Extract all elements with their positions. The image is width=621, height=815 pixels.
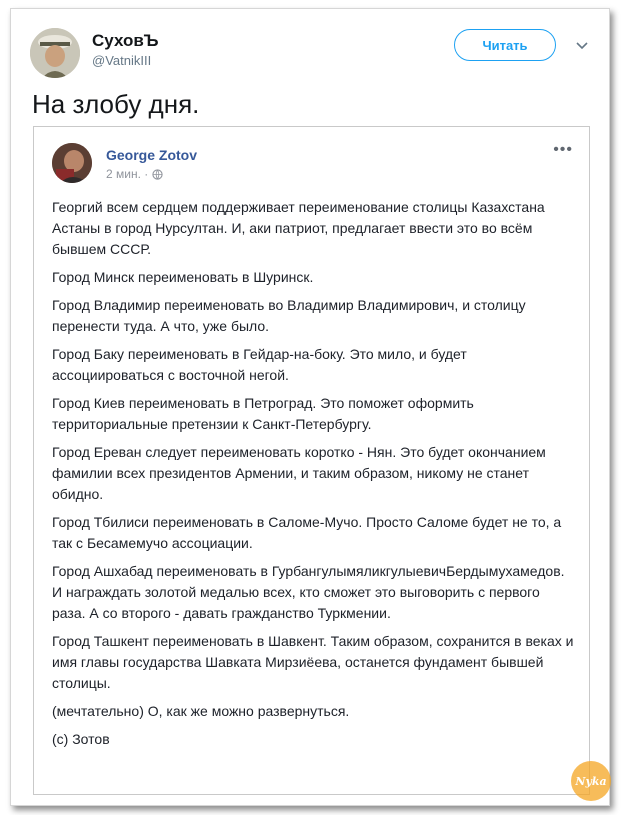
post-author-name[interactable]: George Zotov: [106, 147, 198, 163]
post-paragraph: Город Ереван следует переименовать коротко - Нян. Это будет окончанием фамилии всех президентов Армении, и таким образом, никому не станет обидно.: [52, 444, 546, 502]
post-paragraph: Город Баку переименовать в Гейдар-на-боку. Это мило, и будет ассоциироваться с восточной негой.: [52, 346, 467, 383]
post-body: [52, 197, 577, 757]
post-paragraph: (с) Зотов: [52, 731, 110, 747]
post-paragraph: Город Тбилиси переименовать в Саломе-Мучо. Просто Саломе будет не то, а так с Бесамемучо ассоциации.: [52, 514, 562, 551]
post-paragraph: Город Киев переименовать в Петроград. Это поможет оформить территориальные претензии к Санкт-Петербургу.: [52, 395, 474, 432]
follow-button[interactable]: Читать: [454, 29, 556, 61]
post-paragraph: Город Минск переименовать в Шуринск.: [52, 269, 314, 285]
post-paragraph: Город Ашхабад переименовать в ГурбангулымяликгулыевичБердымухамедов. И награждать золотой медалью всех, кто сможет это выговорить с первого раза. А со второго - давать гражданство Туркмении.: [52, 563, 565, 621]
tweet-text: На злобу дня.: [32, 89, 200, 119]
post-paragraph: Город Владимир переименовать во Владимир Владимирович, и столицу перенести туда. А что, уже было.: [52, 297, 526, 334]
author-name[interactable]: СуховЪ: [92, 31, 159, 50]
watermark-logo: Nyka: [571, 761, 611, 801]
more-options-icon[interactable]: •••: [553, 141, 573, 158]
post-paragraph: Город Ташкент переименовать в Шавкент. Таким образом, сохранится в веках и имя главы государства Шавката Мирзиёева, останется фундамент бывшей столицы.: [52, 633, 574, 691]
globe-icon: [152, 169, 163, 180]
post-author-avatar[interactable]: [52, 143, 92, 183]
author-avatar[interactable]: [30, 28, 80, 78]
screenshot-frame: [10, 8, 610, 806]
author-handle[interactable]: @VatnikIII: [92, 53, 152, 68]
post-paragraph: (мечтательно) О, как же можно развернуться.: [52, 703, 350, 719]
chevron-down-icon[interactable]: [574, 37, 590, 53]
embedded-post-card: [33, 126, 590, 795]
post-paragraph: Георгий всем сердцем поддерживает переименование столицы Казахстана Астаны в город Нурсултан. И, аки патриот, предлагает ввести это во всём бывшем СССР.: [52, 199, 545, 257]
post-meta: [106, 167, 163, 181]
post-time[interactable]: 2 мин. ·: [106, 167, 149, 181]
